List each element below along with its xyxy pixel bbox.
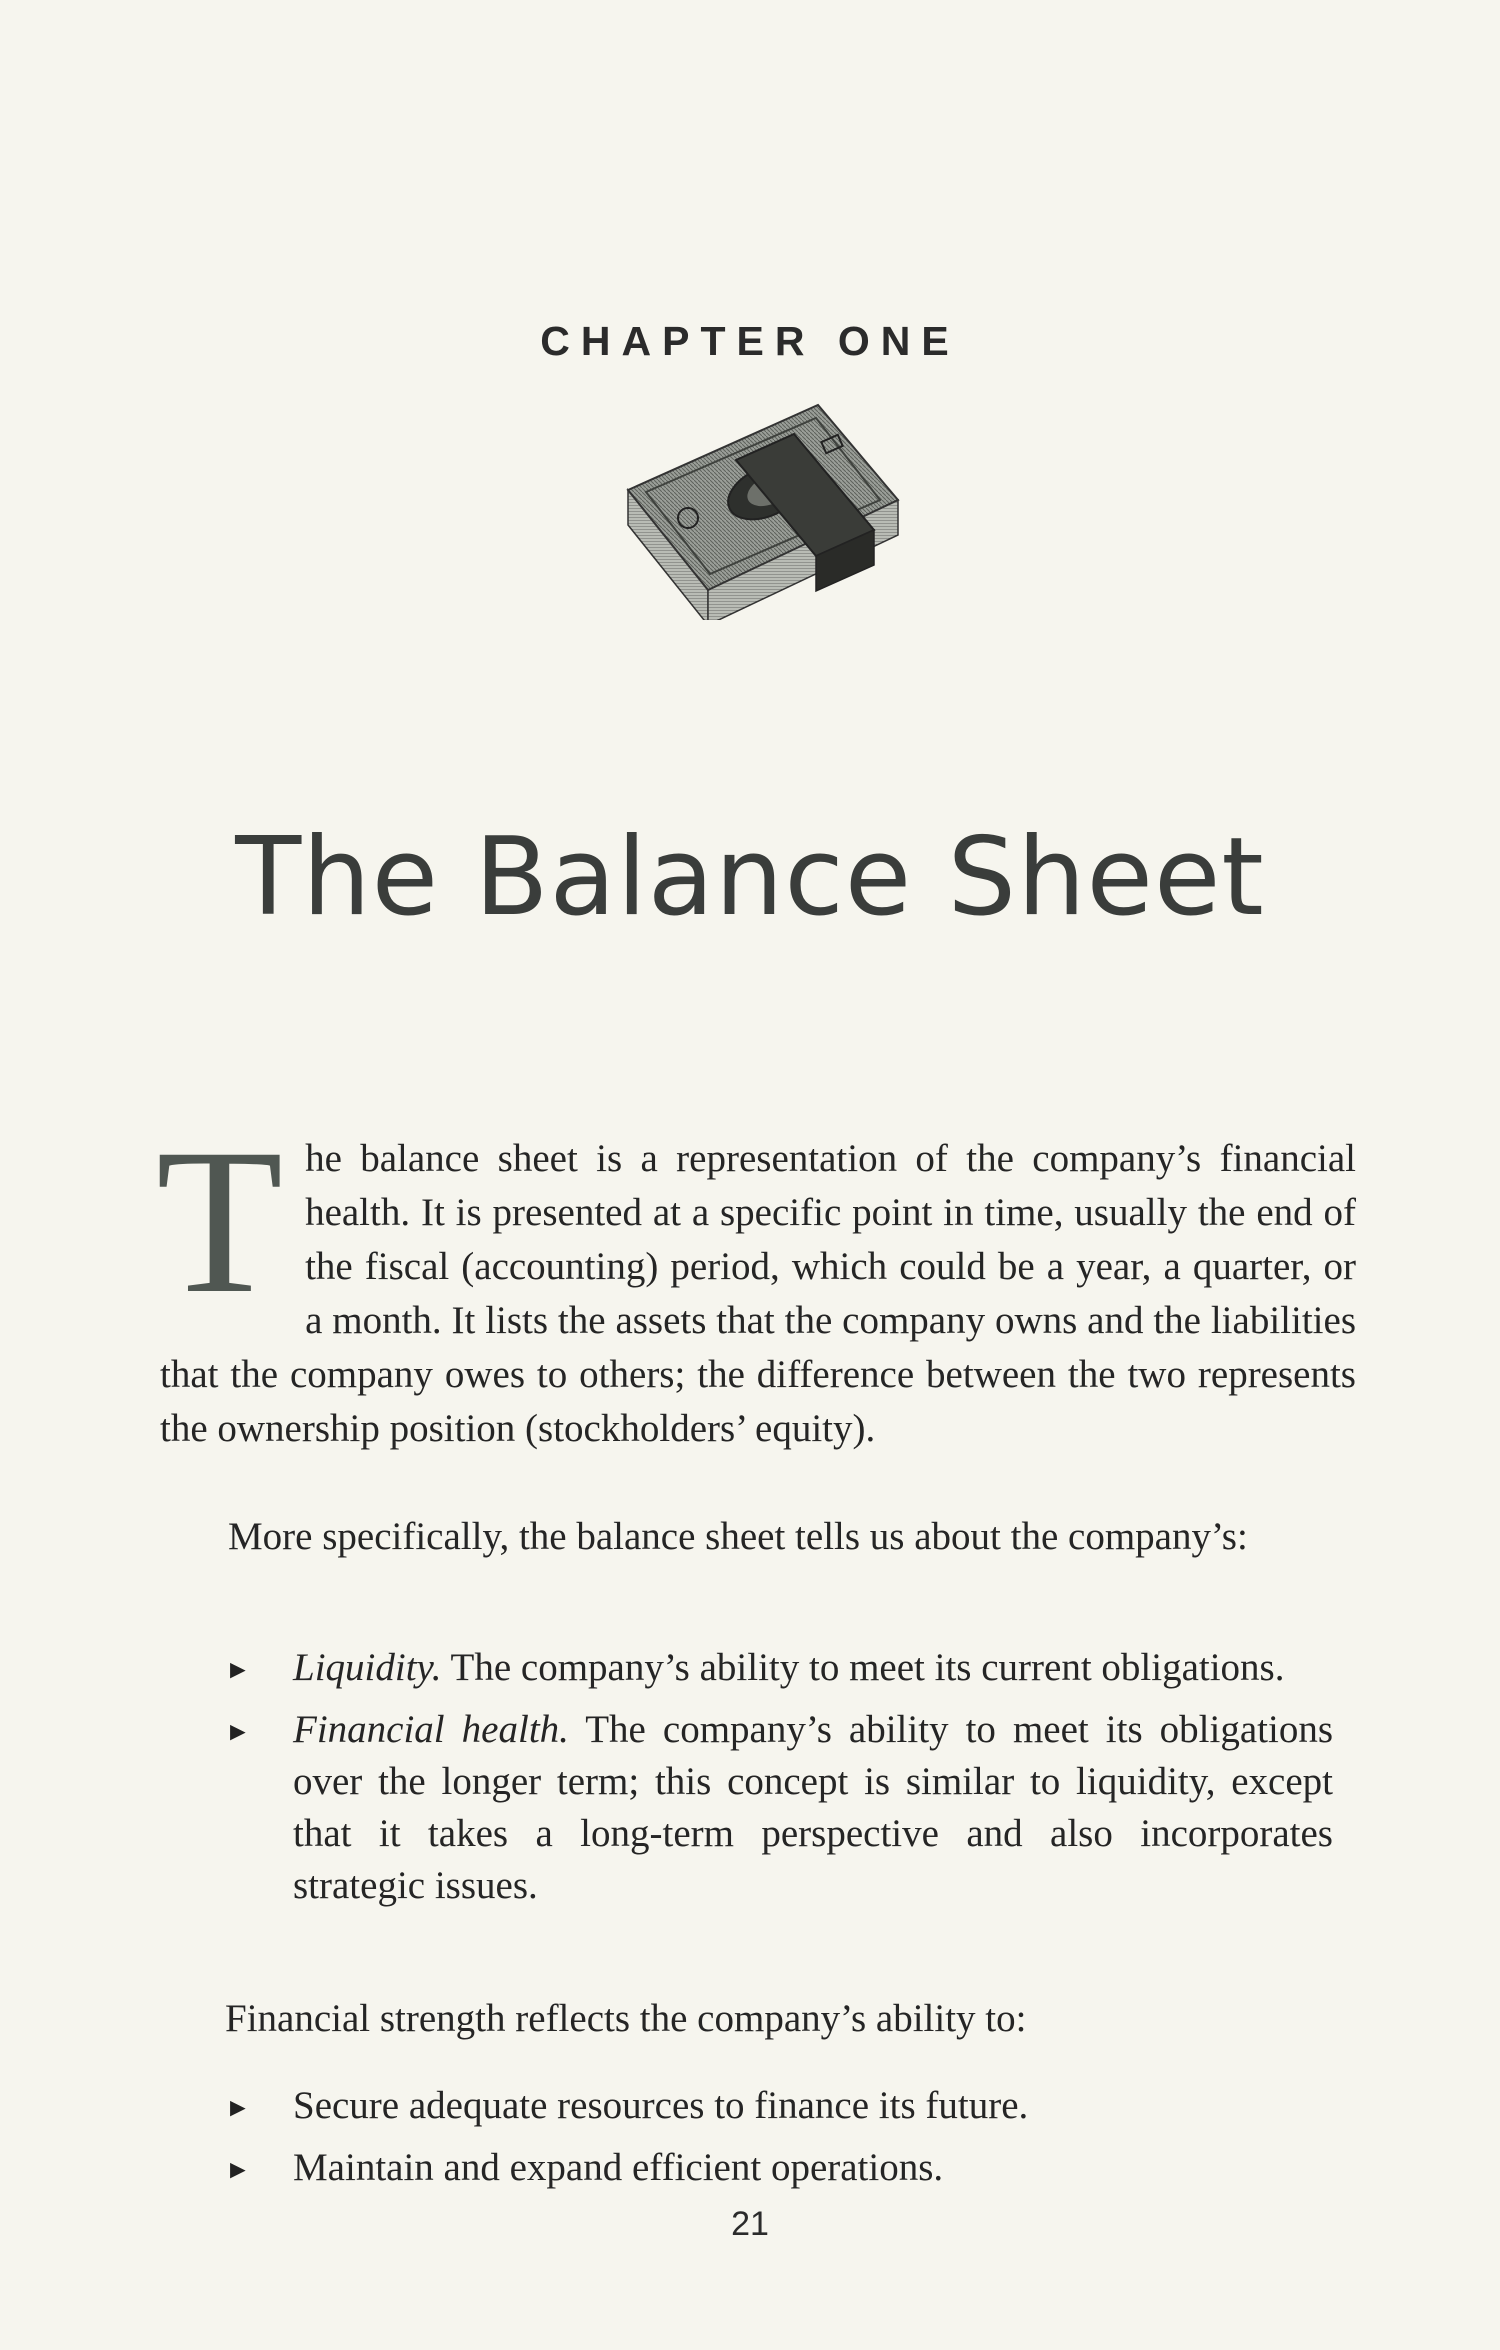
financial-strength-list <box>225 2080 1333 2204</box>
triangle-bullet-icon: ► <box>225 1655 251 1684</box>
triangle-bullet-icon: ► <box>225 2155 251 2184</box>
list-item <box>225 1642 1333 1694</box>
list-item <box>225 1704 1333 1912</box>
second-paragraph: More specifically, the balance sheet tells us about the company’s: <box>228 1515 1248 1558</box>
list-item-text: The company’s ability to meet its current obligations. <box>441 1646 1285 1689</box>
drop-cap: T <box>156 1106 284 1336</box>
chapter-title: The Balance Sheet <box>235 815 1265 940</box>
money-stack-icon <box>618 400 908 620</box>
balance-sheet-topics-list <box>225 1642 1333 1922</box>
list-item-text: Maintain and expand efficient operations. <box>293 2146 944 2189</box>
list-item-term: Financial health. <box>293 1708 569 1751</box>
triangle-bullet-icon: ► <box>225 1717 251 1746</box>
list-item <box>225 2142 1333 2194</box>
intro-paragraph <box>156 1106 1356 1456</box>
financial-strength-lead-in: Financial strength reflects the company’s ability to: <box>225 1997 1027 2040</box>
page-number: 21 <box>731 2205 769 2243</box>
list-item-text: Secure adequate resources to finance its future. <box>293 2084 1029 2127</box>
intro-paragraph-text: he balance sheet is a representation of the company’s financial health. It is presented at a specific point in time, usually the end of the fiscal (accounting) period, which could be a year, a quarter, or a month. It lists the assets that the company owns and the liabilities that the company owes to others; the difference between the two represents the ownership position (stockholders’ equity). <box>160 1137 1356 1450</box>
list-item <box>225 2080 1333 2132</box>
chapter-label: CHAPTER ONE <box>540 318 960 364</box>
list-item-term: Liquidity. <box>293 1646 442 1689</box>
list-item-text: The company’s ability to meet its obligations over the longer term; this concept is similar to liquidity, except that it takes a long-term perspective and also incorporates strategic issues. <box>293 1708 1333 1907</box>
triangle-bullet-icon: ► <box>225 2093 251 2122</box>
